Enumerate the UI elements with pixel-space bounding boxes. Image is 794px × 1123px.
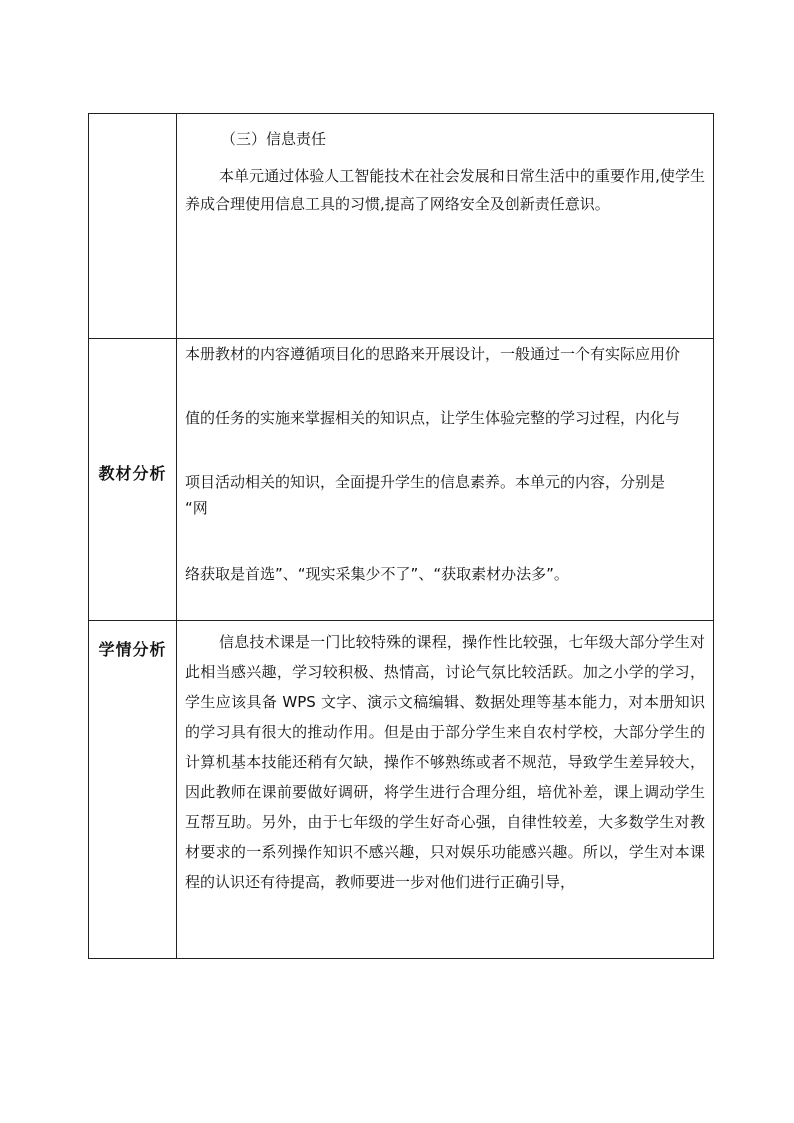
section-heading: （三）信息责任 — [221, 130, 327, 148]
student-analysis-label: 学情分析 — [98, 640, 167, 659]
text-line: 络获取是首选”、“现实采集少不了”、“获取素材办法多”。 — [185, 565, 569, 583]
student-analysis-paragraph: 信息技术课是一门比较特殊的课程，操作性比较强，七年级大部分学生对此相当感兴趣，学习较积极、热情高，讨论气氛比较活跃。加之小学的学习，学生应该具备 WPS 文字、演示文稿编辑、数据处理等基本能力，对本册知识的学习具有很大的推动作用。但是由于部分学生来自农村学校，大部分学生的计算机基本技能还稍有欠缺，操作不够熟练或者不规范，导致学生差异较大，因此教师在课前要做好调研，将学生进行合理分组，培优补差，课上调动学生互帮互助。另外，由于七年级的学生好奇心强，自律性较差，大多数学生对教材要求的一系列操作知识不感兴趣，只对娱乐功能感兴趣。所以，学生对本课程的认识还有待提高，教师要进一步对他们进行正确引导， — [185, 633, 705, 891]
lesson-plan-table — [88, 113, 714, 959]
empty-label-cell — [89, 114, 177, 339]
text-line: 项目活动相关的知识，全面提升学生的信息素养。本单元的内容，分别是 — [185, 473, 666, 491]
text-line: 本册教材的内容遵循项目化的思路来开展设计，一般通过一个有实际应用价 — [185, 345, 681, 363]
text-line: “网 — [185, 499, 208, 517]
table-row — [89, 621, 714, 959]
student-analysis-cell — [177, 621, 714, 959]
label-cell — [89, 621, 177, 959]
table-row — [89, 114, 714, 339]
section-paragraph: 本单元通过体验人工智能技术在社会发展和日常生活中的重要作用,使学生养成合理使用信息工具的习惯,提高了网络安全及创新责任意识。 — [185, 167, 705, 213]
text-line: 值的任务的实施来掌握相关的知识点，让学生体验完整的学习过程，内化与 — [185, 409, 681, 427]
textbook-analysis-label: 教材分析 — [98, 464, 167, 483]
table-row — [89, 339, 714, 621]
textbook-analysis-cell — [177, 339, 714, 621]
label-cell — [89, 339, 177, 621]
info-responsibility-cell — [177, 114, 714, 339]
